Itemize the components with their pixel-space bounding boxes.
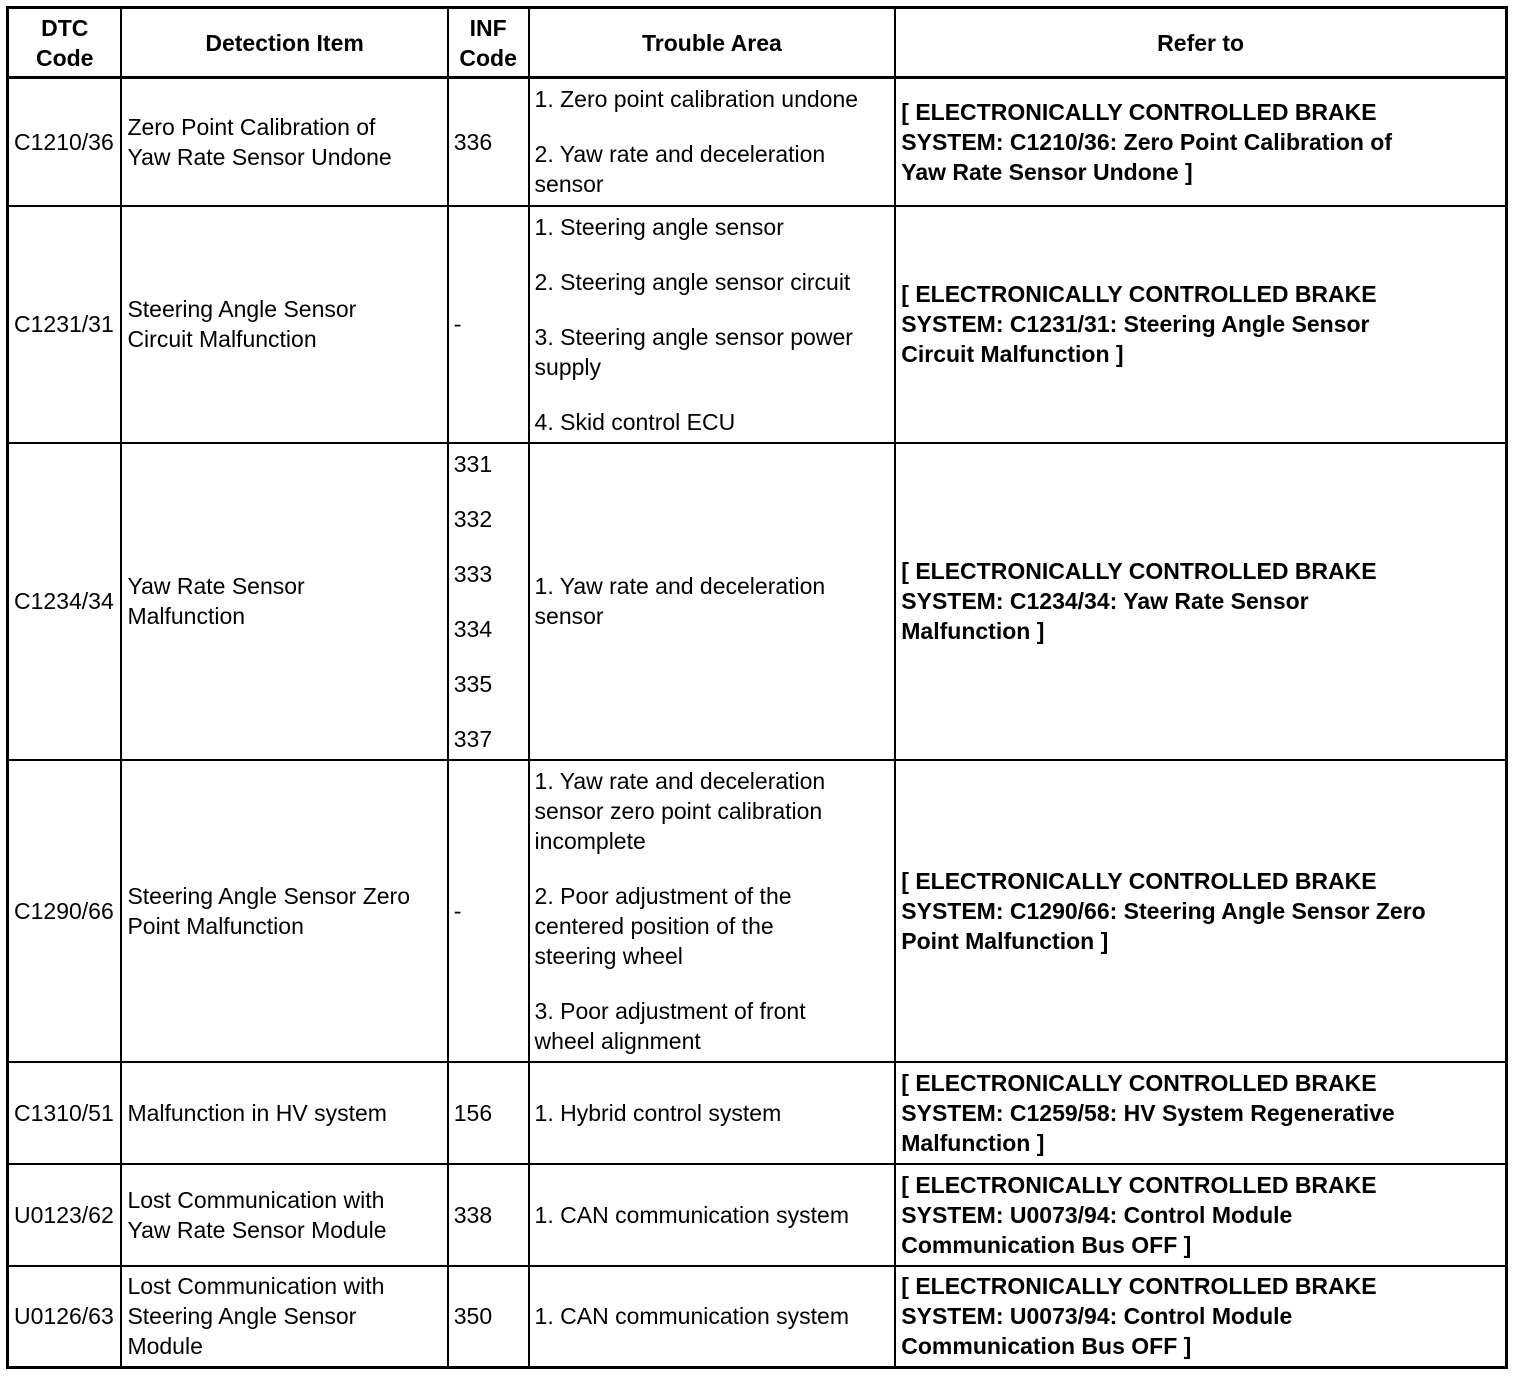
- refer-to-line: SYSTEM: C1231/31: Steering Angle Sensor: [901, 311, 1370, 337]
- inf-code-cell: [448, 760, 529, 1062]
- detection-item-cell: [121, 760, 447, 1062]
- inf-code-cell: [448, 443, 529, 760]
- dtc-table: [6, 6, 1508, 1369]
- trouble-area-item: [535, 322, 890, 382]
- trouble-area-item: [535, 1098, 890, 1128]
- detection-item-line: Circuit Malfunction: [127, 326, 317, 352]
- dtc-code-cell: U0123/62: [8, 1164, 122, 1266]
- trouble-area-cell: [529, 1062, 896, 1164]
- dtc-code-cell: C1234/34: [8, 443, 122, 760]
- table-body: [8, 78, 1507, 1368]
- trouble-area-line: 1. Yaw rate and deceleration: [534, 767, 826, 794]
- inf-code-value: 156: [453, 1099, 493, 1126]
- dtc-code-cell: C1290/66: [8, 760, 122, 1062]
- detection-item-line: Steering Angle Sensor: [127, 296, 357, 322]
- inf-code-value: 335: [453, 670, 493, 697]
- dtc-code-cell: U0126/63: [8, 1266, 122, 1368]
- trouble-area-line: 1. CAN communication system: [534, 1201, 849, 1228]
- trouble-area-line: steering wheel: [534, 942, 683, 969]
- detection-item-line: Module: [127, 1333, 203, 1360]
- trouble-area-cell: [529, 443, 896, 760]
- trouble-area-line: 3. Poor adjustment of front: [534, 997, 806, 1024]
- trouble-area-item: [535, 84, 890, 114]
- detection-item-line: Steering Angle Sensor Zero: [127, 882, 410, 909]
- trouble-area-item: [535, 996, 890, 1056]
- trouble-area-cell: [529, 78, 896, 206]
- detection-item-line: Yaw Rate Sensor Module: [127, 1216, 387, 1243]
- inf-code-value: -: [453, 897, 462, 924]
- detection-item-line: Malfunction: [127, 603, 246, 629]
- refer-to-line: SYSTEM: U0073/94: Control Module: [901, 1303, 1293, 1330]
- trouble-area-line: 1. Yaw rate and deceleration: [534, 573, 826, 599]
- dtc-code-cell: C1231/31: [8, 206, 122, 443]
- detection-item-line: Yaw Rate Sensor Undone: [127, 143, 392, 170]
- refer-to-line: SYSTEM: C1234/34: Yaw Rate Sensor: [901, 588, 1309, 614]
- refer-to-link[interactable]: [895, 1062, 1506, 1164]
- trouble-area-item: [535, 1301, 890, 1331]
- trouble-area-cell: [529, 1266, 896, 1368]
- inf-code-value: 336: [453, 128, 493, 155]
- detection-item-line: Zero Point Calibration of: [127, 113, 376, 140]
- detection-item-line: Lost Communication with: [127, 1186, 385, 1213]
- trouble-area-line: 4. Skid control ECU: [534, 408, 736, 435]
- detection-item-cell: [121, 206, 447, 443]
- trouble-area-cell: [529, 1164, 896, 1266]
- header-inf-code: [448, 8, 529, 78]
- trouble-area-line: 1. Hybrid control system: [534, 1099, 782, 1126]
- refer-to-link[interactable]: [895, 760, 1506, 1062]
- header-dtc-line: Code: [35, 44, 94, 71]
- refer-to-line: [ ELECTRONICALLY CONTROLLED BRAKE: [901, 1171, 1377, 1198]
- dtc-code-cell: C1310/51: [8, 1062, 122, 1164]
- detection-item-cell: [121, 78, 447, 206]
- table-row: [8, 760, 1507, 1062]
- refer-to-line: [ ELECTRONICALLY CONTROLLED BRAKE: [901, 1273, 1377, 1300]
- dtc-code-cell: C1210/36: [8, 78, 122, 206]
- refer-to-line: [ ELECTRONICALLY CONTROLLED BRAKE: [901, 98, 1377, 125]
- trouble-area-item: [535, 571, 890, 631]
- inf-code-cell: [448, 1062, 529, 1164]
- refer-to-line: Yaw Rate Sensor Undone ]: [901, 158, 1193, 185]
- detection-item-line: Yaw Rate Sensor: [127, 573, 305, 599]
- inf-code-value: 337: [453, 725, 493, 752]
- trouble-area-line: sensor zero point calibration: [534, 797, 823, 824]
- trouble-area-line: wheel alignment: [534, 1027, 701, 1054]
- refer-to-line: SYSTEM: C1290/66: Steering Angle Sensor Zero: [901, 897, 1426, 924]
- detection-item-cell: [121, 1164, 447, 1266]
- trouble-area-item: [535, 212, 890, 242]
- refer-to-line: Communication Bus OFF ]: [901, 1333, 1192, 1360]
- refer-to-link[interactable]: [895, 206, 1506, 443]
- refer-to-line: Malfunction ]: [901, 618, 1045, 644]
- header-inf-line: Code: [459, 44, 517, 71]
- inf-code-value: 334: [453, 615, 493, 642]
- inf-code-cell: [448, 1266, 529, 1368]
- inf-code-value: 338: [453, 1201, 493, 1228]
- refer-to-line: [ ELECTRONICALLY CONTROLLED BRAKE: [901, 867, 1377, 894]
- trouble-area-line: 2. Yaw rate and deceleration: [534, 141, 826, 168]
- table-row: [8, 1266, 1507, 1368]
- detection-item-cell: [121, 1062, 447, 1164]
- table-row: [8, 1062, 1507, 1164]
- inf-code-value: -: [453, 311, 462, 337]
- refer-to-line: SYSTEM: C1210/36: Zero Point Calibration of: [901, 128, 1393, 155]
- header-dtc-code: [8, 8, 122, 78]
- header-dtc-line: DTC: [41, 14, 89, 41]
- inf-code-value: 350: [453, 1303, 493, 1330]
- trouble-area-item: [535, 1200, 890, 1230]
- header-refer-to: Refer to: [895, 8, 1506, 78]
- trouble-area-line: 2. Poor adjustment of the: [534, 882, 792, 909]
- trouble-area-cell: [529, 206, 896, 443]
- inf-code-value: 332: [453, 505, 493, 532]
- refer-to-line: Circuit Malfunction ]: [901, 341, 1124, 367]
- table-row: [8, 78, 1507, 206]
- trouble-area-item: [535, 881, 890, 971]
- trouble-area-line: 1. Zero point calibration undone: [534, 86, 859, 113]
- trouble-area-line: centered position of the: [534, 912, 774, 939]
- refer-to-line: Communication Bus OFF ]: [901, 1231, 1192, 1258]
- trouble-area-line: sensor: [534, 603, 604, 629]
- detection-item-line: Steering Angle Sensor: [127, 1303, 357, 1330]
- trouble-area-cell: [529, 760, 896, 1062]
- inf-code-cell: [448, 206, 529, 443]
- detection-item-line: Malfunction in HV system: [127, 1099, 387, 1126]
- refer-to-line: Point Malfunction ]: [901, 927, 1109, 954]
- inf-code-cell: [448, 78, 529, 206]
- detection-item-line: Point Malfunction: [127, 912, 304, 939]
- refer-to-link[interactable]: [895, 78, 1506, 206]
- trouble-area-line: incomplete: [534, 827, 646, 854]
- trouble-area-line: 2. Steering angle sensor circuit: [534, 268, 851, 295]
- header-inf-line: INF: [469, 14, 507, 41]
- header-row: [8, 8, 1507, 78]
- table-row: [8, 443, 1507, 760]
- trouble-area-item: [535, 267, 890, 297]
- header-detection-item: Detection Item: [121, 8, 447, 78]
- table-row: [8, 1164, 1507, 1266]
- header-trouble-area: Trouble Area: [529, 8, 896, 78]
- refer-to-link[interactable]: [895, 1266, 1506, 1368]
- table-row: [8, 206, 1507, 443]
- refer-to-line: [ ELECTRONICALLY CONTROLLED BRAKE: [901, 1069, 1377, 1096]
- refer-to-link[interactable]: [895, 443, 1506, 760]
- refer-to-line: SYSTEM: C1259/58: HV System Regenerative: [901, 1099, 1395, 1126]
- refer-to-line: SYSTEM: U0073/94: Control Module: [901, 1201, 1293, 1228]
- detection-item-line: Lost Communication with: [127, 1273, 385, 1300]
- inf-code-cell: [448, 1164, 529, 1266]
- inf-code-value: 331: [453, 450, 493, 477]
- trouble-area-line: sensor: [534, 171, 604, 198]
- refer-to-line: Malfunction ]: [901, 1129, 1045, 1156]
- trouble-area-line: supply: [534, 353, 602, 380]
- trouble-area-item: [535, 407, 890, 437]
- trouble-area-line: 1. CAN communication system: [534, 1303, 849, 1330]
- inf-code-value: 333: [453, 560, 493, 587]
- trouble-area-line: 1. Steering angle sensor: [534, 213, 784, 240]
- trouble-area-line: 3. Steering angle sensor power: [534, 323, 853, 350]
- trouble-area-item: [535, 139, 890, 199]
- refer-to-line: [ ELECTRONICALLY CONTROLLED BRAKE: [901, 281, 1377, 307]
- refer-to-line: [ ELECTRONICALLY CONTROLLED BRAKE: [901, 558, 1377, 584]
- detection-item-cell: [121, 443, 447, 760]
- refer-to-link[interactable]: [895, 1164, 1506, 1266]
- detection-item-cell: [121, 1266, 447, 1368]
- trouble-area-item: [535, 766, 890, 856]
